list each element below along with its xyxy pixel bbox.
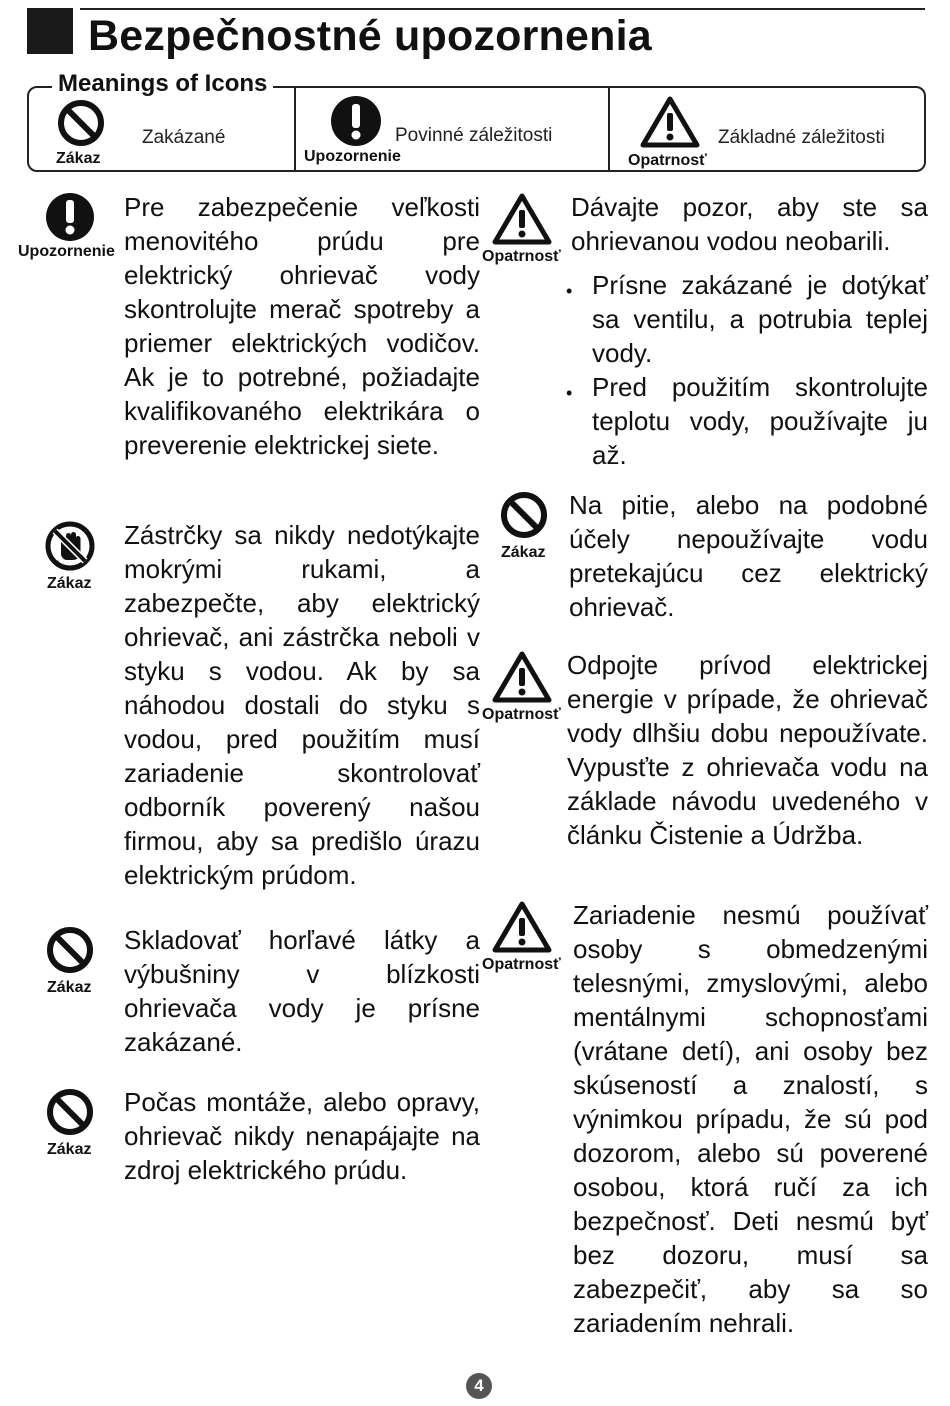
legend-label: Základné záležitosti bbox=[718, 127, 885, 148]
legend-caption: Zákaz bbox=[56, 150, 101, 167]
prohibition-icon bbox=[56, 98, 106, 148]
header-square bbox=[27, 8, 73, 54]
safety-paragraph: Na pitie, alebo na podobné účely nepoužívajte vodu pretekajúcu cez elektrický ohrievač. bbox=[569, 490, 928, 622]
icon-legend-title: Meanings of Icons bbox=[52, 70, 273, 98]
warning-triangle-icon bbox=[492, 651, 552, 703]
legend-caption: Opatrnosť bbox=[628, 152, 707, 169]
page-number: 4 bbox=[466, 1373, 492, 1399]
warning-triangle-icon bbox=[492, 193, 552, 245]
safety-paragraph: Skladovať horľavé látky a výbušniny v blízkosti ohrievača vody je prísne zakázané. bbox=[124, 925, 480, 1057]
item-caption: Zákaz bbox=[47, 1141, 92, 1158]
safety-paragraph: Dávajte pozor, aby ste sa ohrievanou vodou neobarili. bbox=[571, 192, 928, 256]
item-caption: Upozornenie bbox=[18, 243, 115, 260]
item-caption: Opatrnosť bbox=[482, 706, 561, 723]
no-wet-hands-icon bbox=[44, 520, 96, 572]
legend-label: Zakázané bbox=[142, 127, 226, 148]
prohibition-icon bbox=[45, 1087, 95, 1137]
item-caption: Opatrnosť bbox=[482, 956, 561, 973]
item-caption: Zákaz bbox=[501, 544, 546, 561]
item-caption: Zákaz bbox=[47, 575, 92, 592]
exclamation-icon bbox=[45, 192, 95, 242]
prohibition-icon bbox=[45, 925, 95, 975]
item-caption: Zákaz bbox=[47, 979, 92, 996]
safety-paragraph: Zariadenie nesmú používať osoby s obmedzenými telesnými, zmyslovými, alebo mentálnymi schopnosťami (vrátane detí), ani osoby bez skúseností a znalostí, s výnimkou prípadu, že sú pod dozorom, alebo sú poverené osobou, ktorá ručí za ich bezpečnosť. Deti nesmú byť bez dozoru, musí sa zabezpečiť, aby sa so zariadením nehrali. bbox=[573, 900, 928, 1338]
header-rule bbox=[80, 8, 925, 10]
bullet-list bbox=[566, 268, 928, 472]
safety-paragraph: Zástrčky sa nikdy nedotýkajte mokrými rukami, a zabezpečte, aby elektrický ohrievač, ani zástrčka neboli v styku s vodou. Ak by sa náhodou dostali do styku s vodou, pred použitím musí zariadenie skontrolovať odborník poverený našou firmou, aby sa predišlo úrazu elektrickým prúdom. bbox=[124, 520, 480, 890]
page-title: Bezpečnostné upozornenia bbox=[88, 12, 652, 60]
list-item: • Prísne zakázané je dotýkať sa ventilu, a potrubia teplej vody. bbox=[566, 268, 928, 370]
item-caption: Opatrnosť bbox=[482, 248, 561, 265]
legend-divider bbox=[294, 88, 296, 170]
warning-triangle-icon bbox=[640, 96, 700, 148]
list-item: • Pred použitím skontrolujte teplotu vody, používajte ju až. bbox=[566, 370, 928, 472]
legend-divider bbox=[608, 88, 610, 170]
safety-paragraph: Počas montáže, alebo opravy, ohrievač nikdy nenapájajte na zdroj elektrického prúdu. bbox=[124, 1087, 480, 1185]
safety-paragraph: Pre zabezpečenie veľkosti menovitého prúdu pre elektrický ohrievač vody skontrolujte merač spotreby a priemer elektrických vodičov. Ak je to potrebné, požiadajte kvalifikovaného elektrikára o preverenie elektrickej siete. bbox=[124, 192, 480, 460]
legend-label: Povinné záležitosti bbox=[395, 125, 553, 146]
prohibition-icon bbox=[499, 490, 549, 540]
warning-triangle-icon bbox=[492, 901, 552, 953]
legend-caption: Upozornenie bbox=[304, 148, 401, 165]
exclamation-icon bbox=[330, 95, 382, 147]
safety-paragraph: Odpojte prívod elektrickej energie v prípade, že ohrievač vody dlhšiu dobu nepoužívate. Vypusťte z ohrievača vodu na základe návodu uvedeného v článku Čistenie a Údržba. bbox=[567, 650, 928, 850]
